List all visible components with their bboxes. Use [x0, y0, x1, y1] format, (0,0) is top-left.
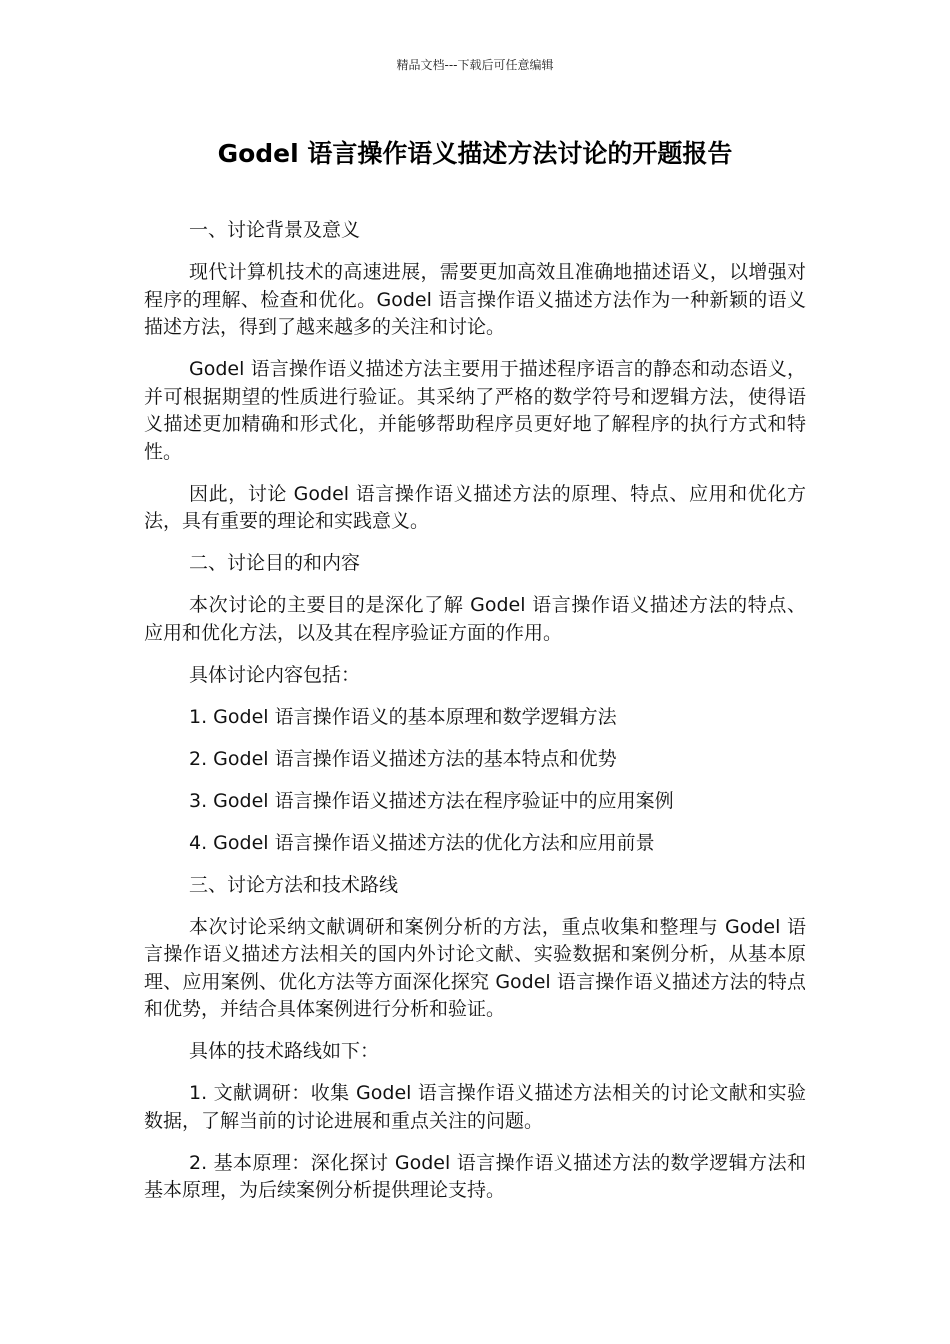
- paragraph: 本次讨论采纳文献调研和案例分析的方法，重点收集和整理与 Godel 语言操作语义描述方法相关的国内外讨论文献、实验数据和案例分析，从基本原理、应用案例、优化方法等方面深化探究 Godel 语言操作语义描述方法的特点和优势，并结合具体案例进行分析和验证。: [144, 915, 806, 1020]
- list-item: 1. 文献调研：收集 Godel 语言操作语义描述方法相关的讨论文献和实验数据，了解当前的讨论进展和重点关注的问题。: [144, 1082, 806, 1132]
- list-item: 4. Godel 语言操作语义描述方法的优化方法和应用前景: [189, 831, 655, 854]
- paragraph: Godel 语言操作语义描述方法主要用于描述程序语言的静态和动态语义，并可根据期望的性质进行验证。其采纳了严格的数学符号和逻辑方法，使得语义描述更加精确和形式化，并能够帮助程序员更好地了解程序的执行方式和特性。: [144, 358, 806, 463]
- section-heading-method: 三、讨论方法和技术路线: [189, 873, 399, 896]
- paragraph: 具体的技术路线如下：: [189, 1040, 380, 1062]
- section-heading-purpose: 二、讨论目的和内容: [189, 552, 361, 574]
- paragraph: 本次讨论的主要目的是深化了解 Godel 语言操作语义描述方法的特点、应用和优化方法，以及其在程序验证方面的作用。: [144, 594, 806, 644]
- list-item: 2. 基本原理：深化探讨 Godel 语言操作语义描述方法的数学逻辑方法和基本原理，为后续案例分析提供理论支持。: [144, 1151, 806, 1201]
- document-body: [144, 217, 806, 1219]
- list-item: 1. Godel 语言操作语义的基本原理和数学逻辑方法: [189, 705, 617, 728]
- paragraph: 具体讨论内容包括：: [189, 663, 361, 686]
- section-heading-background: 一、讨论背景及意义: [189, 219, 361, 241]
- paragraph: 因此，讨论 Godel 语言操作语义描述方法的原理、特点、应用和优化方法，具有重要的理论和实践意义。: [144, 482, 806, 532]
- list-item: 3. Godel 语言操作语义描述方法在程序验证中的应用案例: [189, 789, 674, 812]
- page-title: Godel 语言操作语义描述方法讨论的开题报告: [217, 139, 733, 168]
- paragraph: 现代计算机技术的高速进展，需要更加高效且准确地描述语义，以增强对程序的理解、检查和优化。Godel 语言操作语义描述方法作为一种新颖的语义描述方法，得到了越来越多的关注和讨论。: [144, 261, 806, 338]
- list-item: 2. Godel 语言操作语义描述方法的基本特点和优势: [189, 747, 617, 770]
- header-note: 精品文档---下载后可任意编辑: [396, 58, 554, 72]
